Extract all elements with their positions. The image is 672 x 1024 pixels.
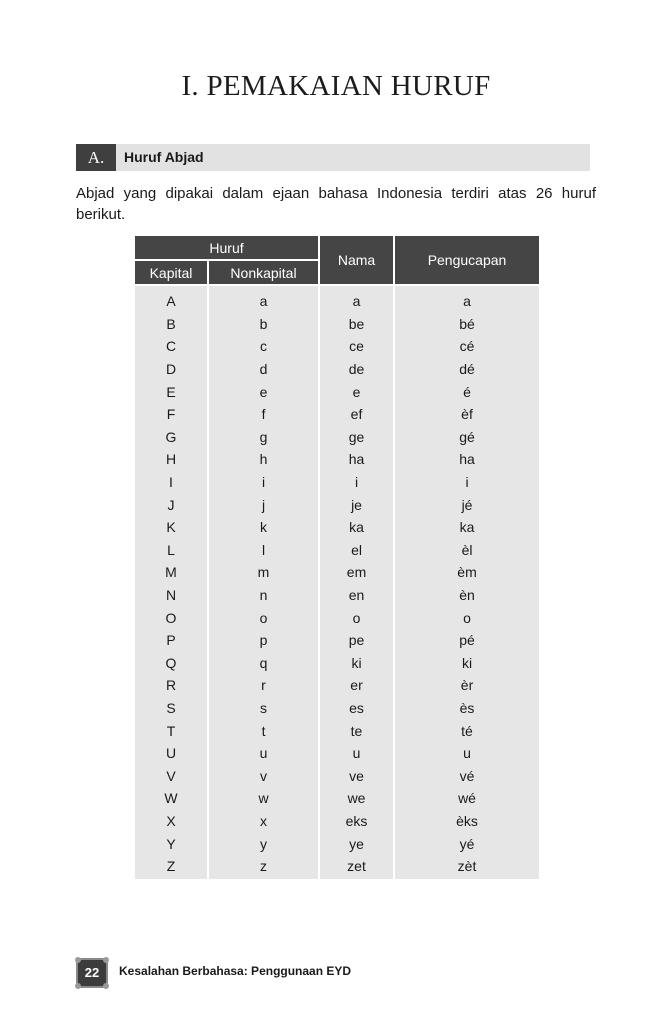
cell-nama: de	[319, 358, 394, 381]
cell-pengucapan: ha	[394, 448, 540, 471]
cell-pengucapan: té	[394, 719, 540, 742]
cell-pengucapan: èks	[394, 810, 540, 833]
cell-nama: el	[319, 539, 394, 562]
cell-nama: er	[319, 674, 394, 697]
table-row	[134, 335, 540, 358]
cell-kapital: J	[134, 493, 208, 516]
cell-pengucapan: wé	[394, 787, 540, 810]
table-row	[134, 380, 540, 403]
cell-nonkapital: i	[208, 471, 319, 494]
cell-kapital: E	[134, 380, 208, 403]
cell-pengucapan: yé	[394, 832, 540, 855]
table-row	[134, 652, 540, 675]
cell-kapital: I	[134, 471, 208, 494]
cell-nama: e	[319, 380, 394, 403]
cell-nonkapital: f	[208, 403, 319, 426]
cell-nama: ve	[319, 764, 394, 787]
cell-kapital: G	[134, 426, 208, 449]
cell-nonkapital: u	[208, 742, 319, 765]
intro-paragraph: Abjad yang dipakai dalam ejaan bahasa Indonesia terdiri atas 26 huruf berikut.	[76, 185, 596, 223]
cell-kapital: Y	[134, 832, 208, 855]
chapter-title: I. PEMAKAIAN HURUF	[181, 70, 491, 102]
table-row	[134, 787, 540, 810]
header-nama: Nama	[319, 235, 394, 285]
cell-kapital: R	[134, 674, 208, 697]
cell-pengucapan: ka	[394, 516, 540, 539]
cell-nama: ha	[319, 448, 394, 471]
table-row	[134, 742, 540, 765]
cell-nonkapital: c	[208, 335, 319, 358]
cell-nonkapital: q	[208, 652, 319, 675]
cell-nama: eks	[319, 810, 394, 833]
cell-pengucapan: é	[394, 380, 540, 403]
cell-nonkapital: l	[208, 539, 319, 562]
cell-kapital: K	[134, 516, 208, 539]
cell-nonkapital: h	[208, 448, 319, 471]
cell-kapital: H	[134, 448, 208, 471]
cell-nama: ge	[319, 426, 394, 449]
cell-kapital: A	[134, 285, 208, 313]
cell-nama: ye	[319, 832, 394, 855]
cell-nama: we	[319, 787, 394, 810]
table-row	[134, 584, 540, 607]
cell-nonkapital: j	[208, 493, 319, 516]
cell-kapital: O	[134, 606, 208, 629]
cell-nama: ce	[319, 335, 394, 358]
cell-pengucapan: zèt	[394, 855, 540, 880]
cell-kapital: P	[134, 629, 208, 652]
header-kapital: Kapital	[134, 260, 208, 285]
table-row	[134, 539, 540, 562]
cell-nonkapital: t	[208, 719, 319, 742]
cell-pengucapan: o	[394, 606, 540, 629]
table-row	[134, 606, 540, 629]
table-row	[134, 674, 540, 697]
cell-pengucapan: ès	[394, 697, 540, 720]
table-row	[134, 448, 540, 471]
cell-pengucapan: i	[394, 471, 540, 494]
cell-kapital: X	[134, 810, 208, 833]
cell-nonkapital: o	[208, 606, 319, 629]
cell-kapital: T	[134, 719, 208, 742]
cell-nama: je	[319, 493, 394, 516]
cell-nama: o	[319, 606, 394, 629]
header-huruf: Huruf	[134, 235, 319, 260]
table-row	[134, 471, 540, 494]
table-row	[134, 561, 540, 584]
cell-nonkapital: x	[208, 810, 319, 833]
cell-nama: ka	[319, 516, 394, 539]
page-number: 22	[84, 965, 100, 980]
cell-nama: u	[319, 742, 394, 765]
table-row	[134, 403, 540, 426]
cell-nonkapital: r	[208, 674, 319, 697]
header-pengucapan: Pengucapan	[394, 235, 540, 285]
cell-pengucapan: cé	[394, 335, 540, 358]
cell-nonkapital: e	[208, 380, 319, 403]
table-body	[134, 285, 540, 879]
cell-pengucapan: èr	[394, 674, 540, 697]
cell-pengucapan: èl	[394, 539, 540, 562]
table-row	[134, 764, 540, 787]
cell-pengucapan: vé	[394, 764, 540, 787]
cell-pengucapan: u	[394, 742, 540, 765]
cell-nama: zet	[319, 855, 394, 880]
cell-kapital: N	[134, 584, 208, 607]
cell-kapital: V	[134, 764, 208, 787]
cell-kapital: Q	[134, 652, 208, 675]
cell-nonkapital: m	[208, 561, 319, 584]
cell-kapital: F	[134, 403, 208, 426]
cell-kapital: M	[134, 561, 208, 584]
cell-nonkapital: y	[208, 832, 319, 855]
cell-pengucapan: gé	[394, 426, 540, 449]
cell-nonkapital: v	[208, 764, 319, 787]
table-row	[134, 285, 540, 313]
table-row	[134, 697, 540, 720]
table-row	[134, 832, 540, 855]
cell-nonkapital: b	[208, 313, 319, 336]
cell-nama: a	[319, 285, 394, 313]
cell-nama: te	[319, 719, 394, 742]
alphabet-table	[133, 234, 541, 879]
cell-pengucapan: a	[394, 285, 540, 313]
cell-nama: ef	[319, 403, 394, 426]
cell-pengucapan: ki	[394, 652, 540, 675]
table-row	[134, 516, 540, 539]
cell-pengucapan: jé	[394, 493, 540, 516]
cell-pengucapan: èm	[394, 561, 540, 584]
table-row	[134, 358, 540, 381]
cell-kapital: S	[134, 697, 208, 720]
cell-nama: ki	[319, 652, 394, 675]
cell-pengucapan: bé	[394, 313, 540, 336]
cell-nama: es	[319, 697, 394, 720]
table-row	[134, 426, 540, 449]
cell-nama: i	[319, 471, 394, 494]
cell-nonkapital: k	[208, 516, 319, 539]
cell-kapital: B	[134, 313, 208, 336]
cell-nonkapital: w	[208, 787, 319, 810]
cell-nama: em	[319, 561, 394, 584]
cell-nama: pe	[319, 629, 394, 652]
table-row	[134, 855, 540, 880]
table-row	[134, 493, 540, 516]
cell-nonkapital: a	[208, 285, 319, 313]
cell-nama: en	[319, 584, 394, 607]
cell-pengucapan: dé	[394, 358, 540, 381]
cell-pengucapan: pé	[394, 629, 540, 652]
section-header	[76, 144, 590, 171]
cell-nonkapital: s	[208, 697, 319, 720]
cell-pengucapan: èn	[394, 584, 540, 607]
table-row	[134, 810, 540, 833]
cell-kapital: C	[134, 335, 208, 358]
header-nonkapital: Nonkapital	[208, 260, 319, 285]
cell-kapital: W	[134, 787, 208, 810]
cell-nonkapital: p	[208, 629, 319, 652]
book-title: Kesalahan Berbahasa: Penggunaan EYD	[119, 964, 352, 978]
cell-kapital: L	[134, 539, 208, 562]
cell-nonkapital: z	[208, 855, 319, 880]
table-row	[134, 719, 540, 742]
table-row	[134, 313, 540, 336]
cell-kapital: U	[134, 742, 208, 765]
cell-nonkapital: n	[208, 584, 319, 607]
cell-nonkapital: d	[208, 358, 319, 381]
section-title: Huruf Abjad	[124, 149, 204, 165]
page-number-badge	[78, 960, 106, 986]
cell-nonkapital: g	[208, 426, 319, 449]
table-row	[134, 629, 540, 652]
cell-kapital: Z	[134, 855, 208, 880]
cell-kapital: D	[134, 358, 208, 381]
cell-pengucapan: èf	[394, 403, 540, 426]
section-letter: A.	[76, 144, 116, 171]
cell-nama: be	[319, 313, 394, 336]
